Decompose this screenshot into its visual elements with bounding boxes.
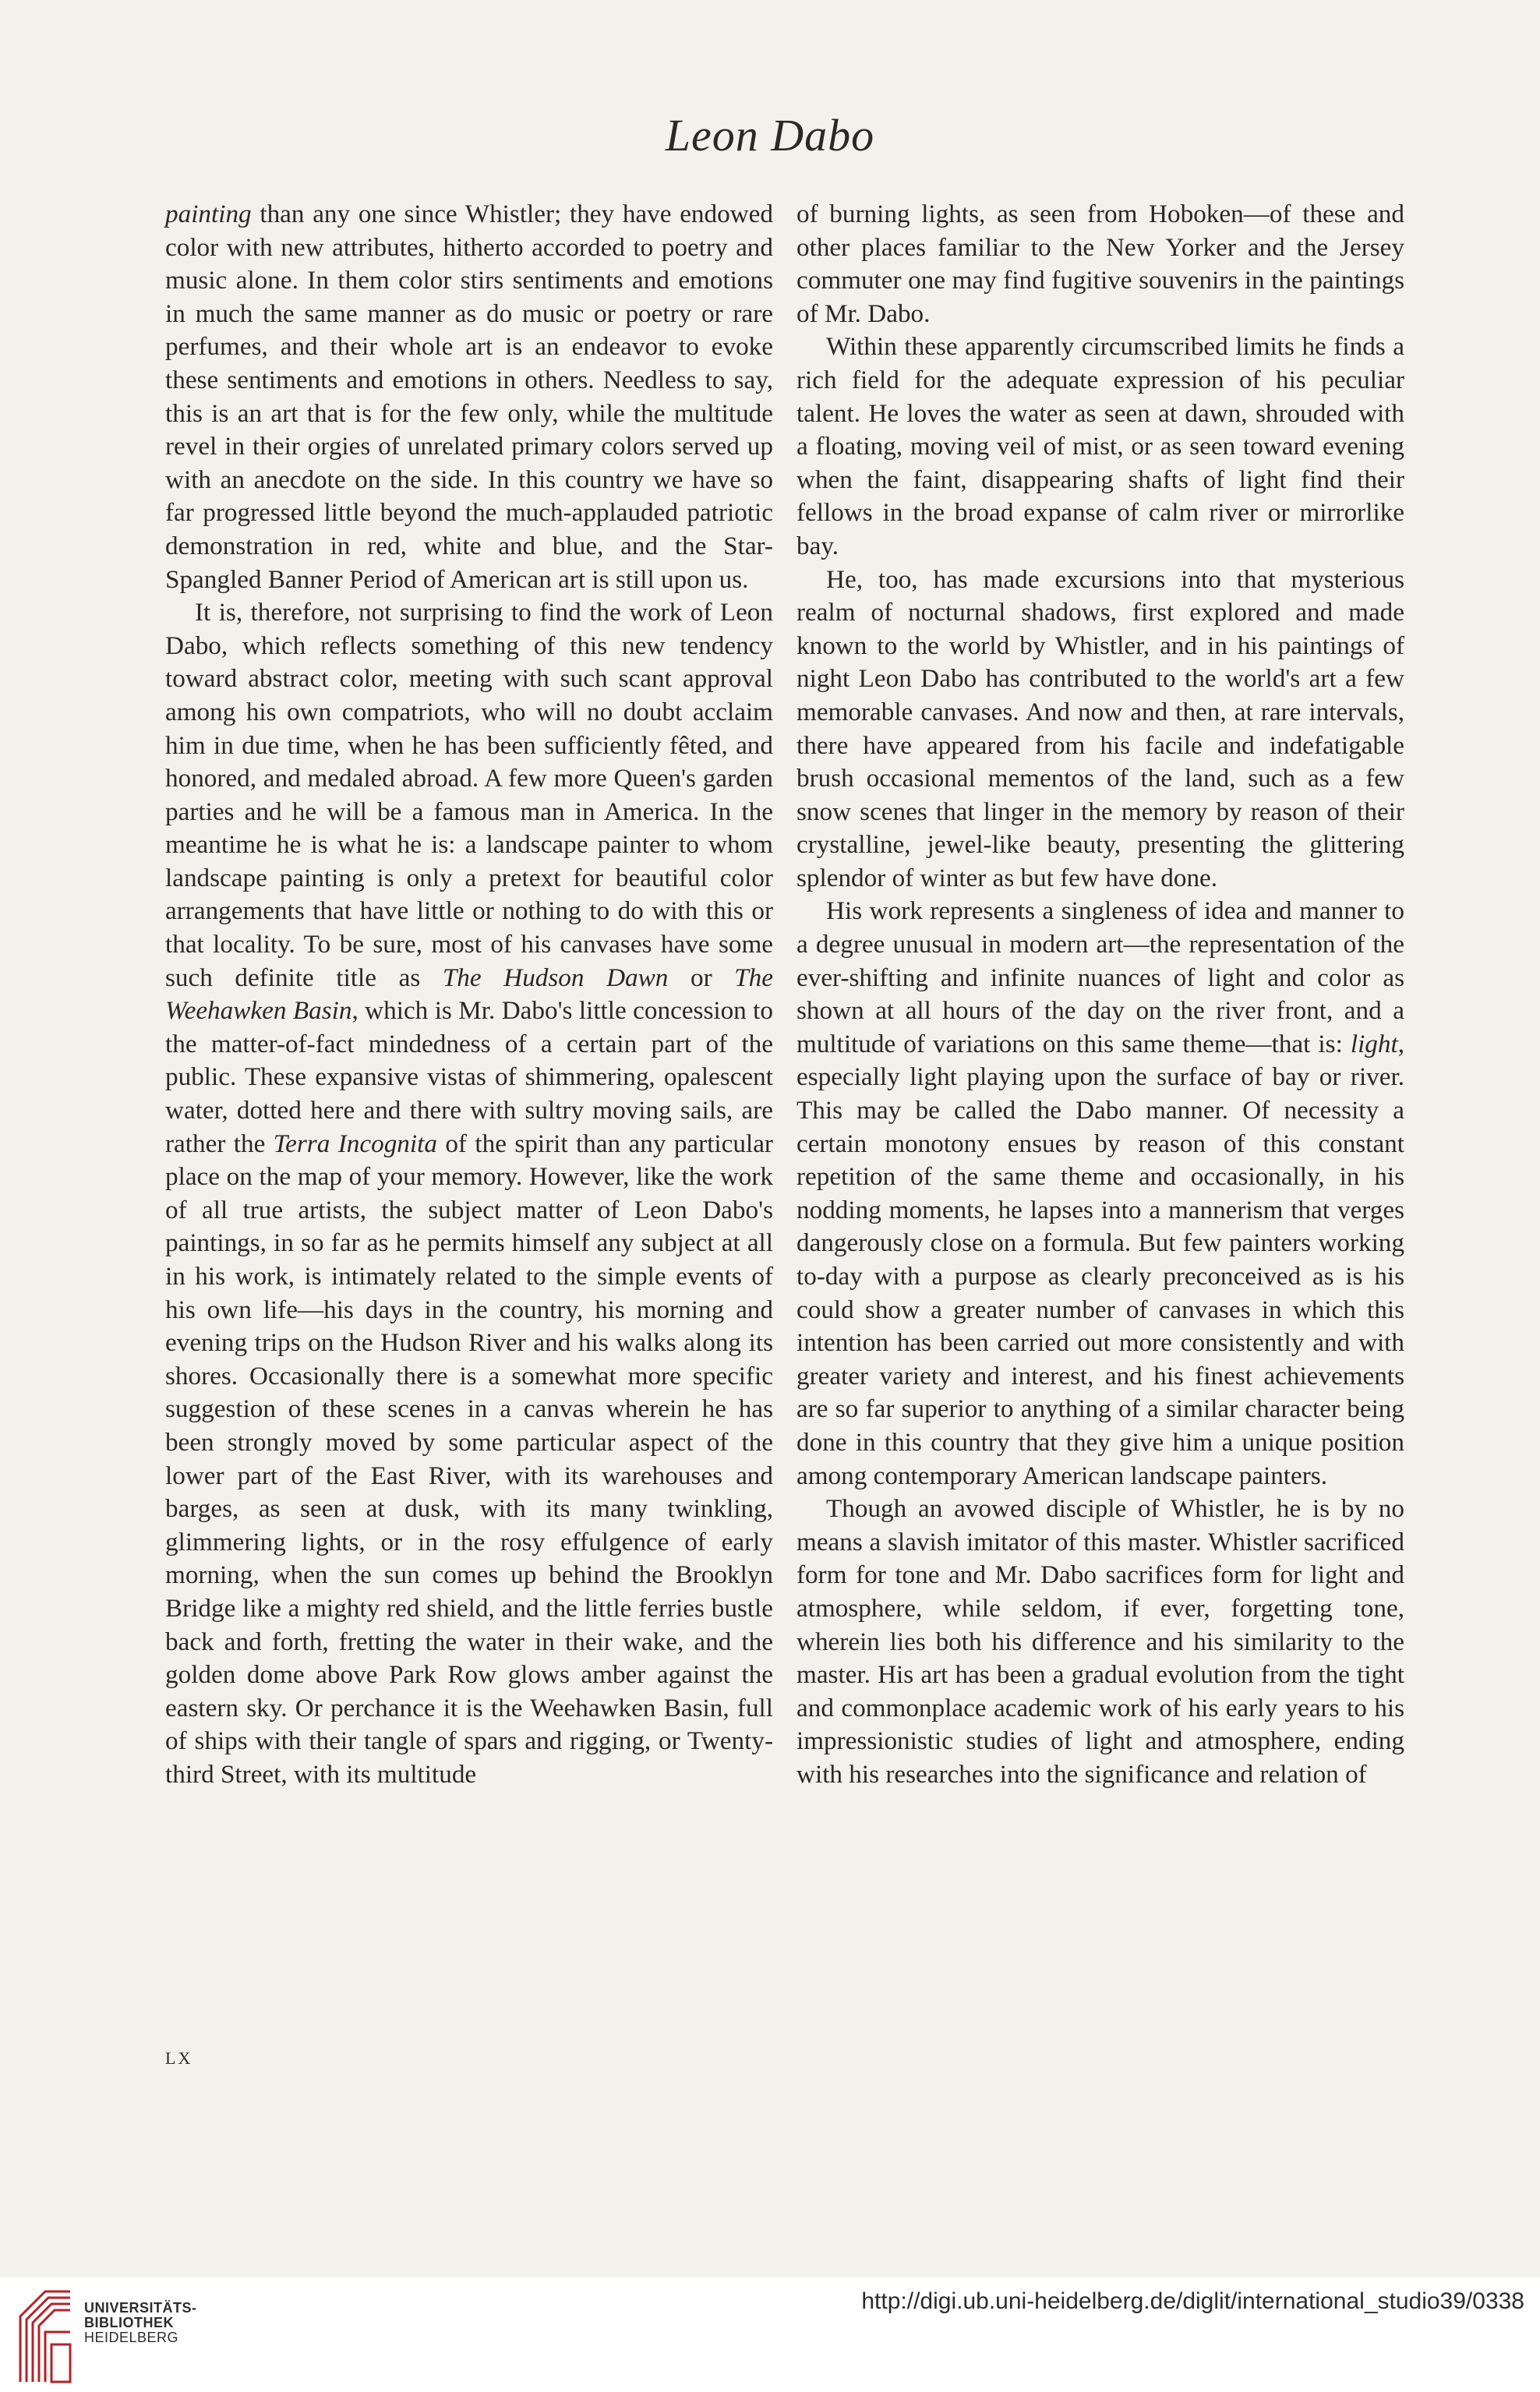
paragraph-text: or: [668, 963, 735, 992]
paragraph: [165, 198, 773, 596]
right-column: [796, 198, 1404, 1792]
library-name-line: HEIDELBERG: [84, 2330, 179, 2345]
paragraph: Within these apparently circumscribed limits he finds a rich field for the adequate expression of his peculiar talent. He loves the water as seen at dawn, shrouded with a floating, moving veil of mist, or as seen toward evening when the faint, disappearing shafts of light find their fellows in the broad expanse of calm river or mirrorlike bay.: [796, 332, 1404, 560]
artwork-title: The Hudson Dawn: [442, 963, 669, 992]
paragraph-text: , which is Mr. Dabo's little concession to the matter-of-fact mindedness of a certain part of the public. These expansive vistas of shimmering, opalescent water, dotted here and there with sultry moving sails, are rather the: [165, 996, 773, 1158]
paragraph: [165, 596, 773, 1791]
source-url-link[interactable]: http://digi.ub.uni-heidelberg.de/diglit/international_studio39/0338: [861, 2288, 1524, 2314]
library-name-line: BIBLIOTHEK: [84, 2315, 174, 2330]
paragraph-text: , especially light playing upon the surface of bay or river. This may be called the Dabo manner. Of necessity a certain monotony ensues by reason of this constant repetition of the same theme and occasionally, in his nodding moments, he lapses into a mannerism that verges dangerously close on a formula. But few painters working to-day with a purpose as clearly preconceived as is his could show a greater number of canvases in which this intention has been carried out more consistently and with greater variety and interest, and his finest achievements are so far superior to anything of a similar character being done in this country that they give him a unique position among contemporary American landscape painters.: [796, 1029, 1404, 1490]
paragraph-text: of the spirit than any particular place on the map of your memory. However, like the work of all true artists, the subject matter of Leon Dabo's paintings, in so far as he permits himself any subject at all in his work, is intimately related to the simple events of his own life—his days in the country, his morning and evening trips on the Hudson River and his walks along its shores. Occasionally there is a somewhat more specific suggestion of these scenes in a canvas wherein he has been strongly moved by some particular aspect of the lower part of the East River, with its warehouses and barges, as seen at dusk, with its many twinkling, glimmering lights, or in the rosy effulgence of early morning, when the sun comes up behind the Brooklyn Bridge like a mighty red shield, and the little ferries bustle back and forth, fretting the water in their wake, and the golden dome above Park Row glows amber against the eastern sky. Or perchance it is the Weehawken Basin, full of ships with their tangle of spars and rigging, or Twenty-third Street, with its multitude: [165, 1129, 773, 1789]
footer-bar: [0, 2277, 1540, 2392]
page-number: LX: [165, 2048, 193, 2068]
italic-phrase: Terra Incognita: [273, 1129, 437, 1158]
library-name-line: UNIVERSITÄTS-: [84, 2300, 197, 2316]
paragraph-text: It is, therefore, not surprising to find the work of Leon Dabo, which reflects something of this new tendency toward abstract color, meeting with such scant approval among his own compatriots, who will no doubt acclaim him in due time, when he has been sufficiently fêted, and honored, and medaled abroad. A few more Queen's garden parties and he will be a famous man in America. In the meantime he is what he is: a landscape painter to whom landscape painting is only a pretext for beautiful color arrangements that have little or nothing to do with this or that locality. To be sure, most of his canvases have some such definite title as: [165, 598, 773, 992]
paragraph: Though an avowed disciple of Whistler, he is by no means a slavish imitator of this master. Whistler sacrificed form for tone and Mr. Dabo sacrifices form for light and atmosphere, while seldom, if ever, forgetting tone, wherein lies both his difference and his similarity to the master. His art has been a gradual evolution from the tight and commonplace academic work of his early years to his impressionistic studies of light and atmosphere, ending with his researches into the significance and relation of: [796, 1494, 1404, 1789]
library-name: [84, 2301, 197, 2345]
italic-word: light: [1350, 1029, 1398, 1058]
left-column: [165, 198, 773, 1792]
paragraph: [796, 895, 1404, 1493]
paragraph: of burning lights, as seen from Hoboken—of these and other places familiar to the New Yorker and the Jersey commuter one may find fugitive souvenirs in the paintings of Mr. Dabo.: [796, 200, 1404, 328]
paragraph-text: His work represents a singleness of idea and manner to a degree unusual in modern art—the representation of the ever-shifting and infinite nuances of light and color as shown at all hours of the day on the river front, and a multitude of variations on this same theme—that is:: [796, 896, 1404, 1058]
university-library-logo-icon: [14, 2285, 76, 2385]
paragraph-text: than any one since Whistler; they have endowed color with new attributes, hitherto accorded to poetry and music alone. In them color stirs sentiments and emotions in much the same manner as do music or poetry or rare perfumes, and their whole art is an endeavor to evoke these sentiments and emotions in others. Needless to say, this is an art that is for the few only, while the multitude revel in their orgies of unrelated primary colors served up with an anecdote on the side. In this country we have so far progressed little beyond the much-applauded patriotic demonstration in red, white and blue, and the Star-Spangled Banner Period of American art is still upon us.: [165, 200, 773, 594]
running-head-title: Leon Dabo: [665, 110, 875, 161]
artwork-title: The Weehawken Basin: [165, 963, 773, 1026]
paragraph: He, too, has made excursions into that mysterious realm of nocturnal shadows, first explored and made known to the world by Whistler, and in his paintings of night Leon Dabo has contributed to the world's art a few memorable canvases. And now and then, at rare intervals, there have appeared from his facile and indefatigable brush occasional mementos of the land, such as a few snow scenes that linger in the memory by reason of their crystalline, jewel-like beauty, presenting the glittering splendor of winter as but few have done.: [796, 564, 1404, 892]
italic-lead-word: painting: [165, 200, 252, 228]
